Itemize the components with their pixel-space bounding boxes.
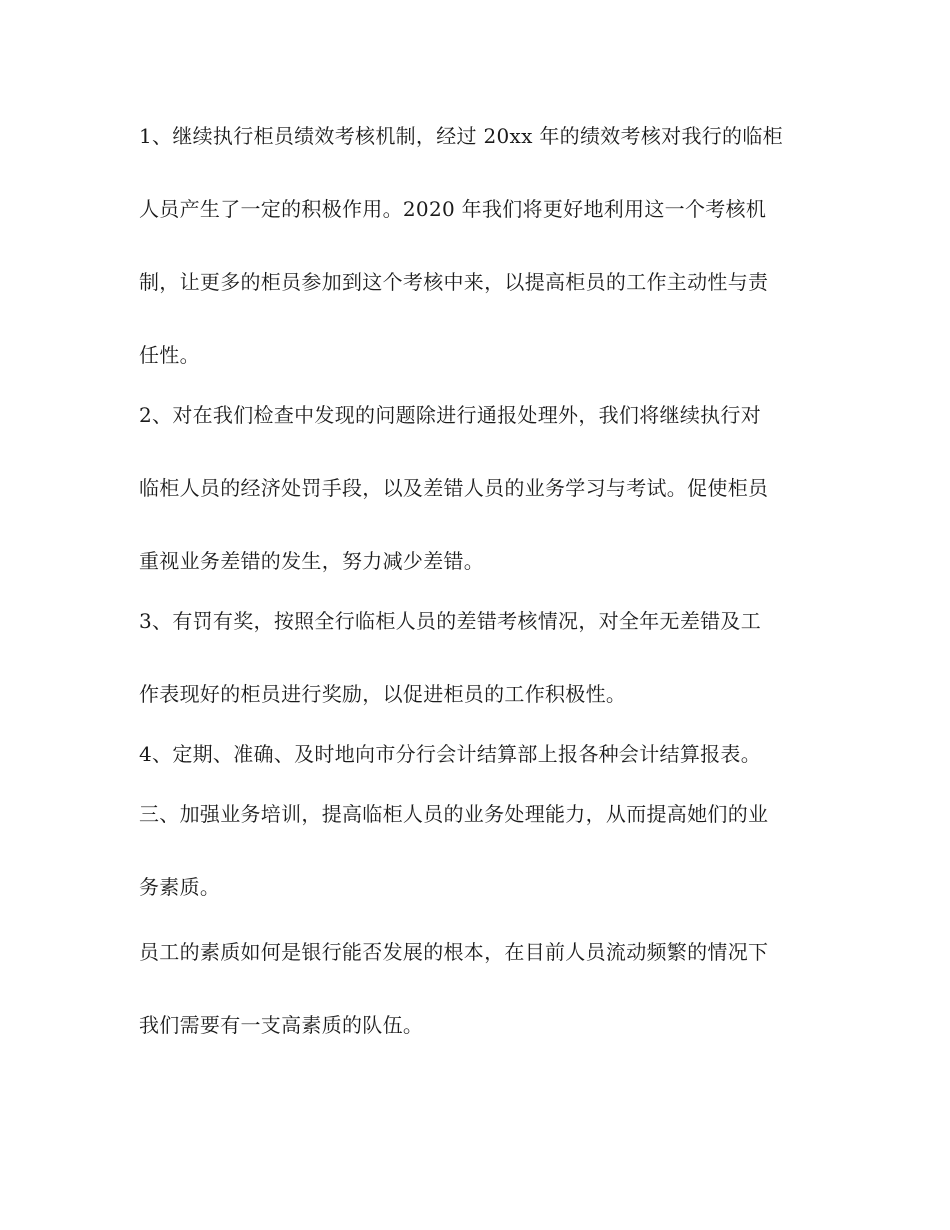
text-line: 4、定期、准确、及时地向市分行会计结算部上报各种会计结算报表。 xyxy=(139,742,762,766)
paragraph-item-3 xyxy=(139,609,829,706)
text-line: 员工的素质如何是银行能否发展的根本，在目前人员流动频繁的情况下 xyxy=(139,940,769,964)
text-line: 作表现好的柜员进行奖励，以促进柜员的工作积极性。 xyxy=(139,682,627,706)
text-line: 制，让更多的柜员参加到这个考核中来，以提高柜员的工作主动性与责 xyxy=(139,270,769,294)
paragraph-item-1 xyxy=(139,124,829,367)
text-line: 务素质。 xyxy=(139,875,221,899)
paragraph-staff-quality xyxy=(139,940,829,1037)
text-line: 任性。 xyxy=(139,343,200,367)
text-line: 人员产生了一定的积极作用。2020 年我们将更好地利用这一个考核机 xyxy=(139,197,767,221)
text-line: 我们需要有一支高素质的队伍。 xyxy=(139,1013,424,1037)
text-line: 三、加强业务培训，提高临柜人员的业务处理能力，从而提高她们的业 xyxy=(139,802,769,826)
text-line: 3、有罚有奖，按照全行临柜人员的差错考核情况，对全年无差错及工 xyxy=(139,609,762,633)
document-body xyxy=(139,124,829,1037)
text-line: 2、对在我们检查中发现的问题除进行通报处理外，我们将继续执行对 xyxy=(139,403,762,427)
paragraph-item-4 xyxy=(139,742,829,766)
paragraph-item-2 xyxy=(139,403,829,573)
text-line: 1、继续执行柜员绩效考核机制，经过 20xx 年的绩效考核对我行的临柜 xyxy=(139,124,783,148)
text-line: 重视业务差错的发生，努力减少差错。 xyxy=(139,549,485,573)
paragraph-section-3 xyxy=(139,802,829,899)
text-line: 临柜人员的经济处罚手段，以及差错人员的业务学习与考试。促使柜员 xyxy=(139,476,769,500)
